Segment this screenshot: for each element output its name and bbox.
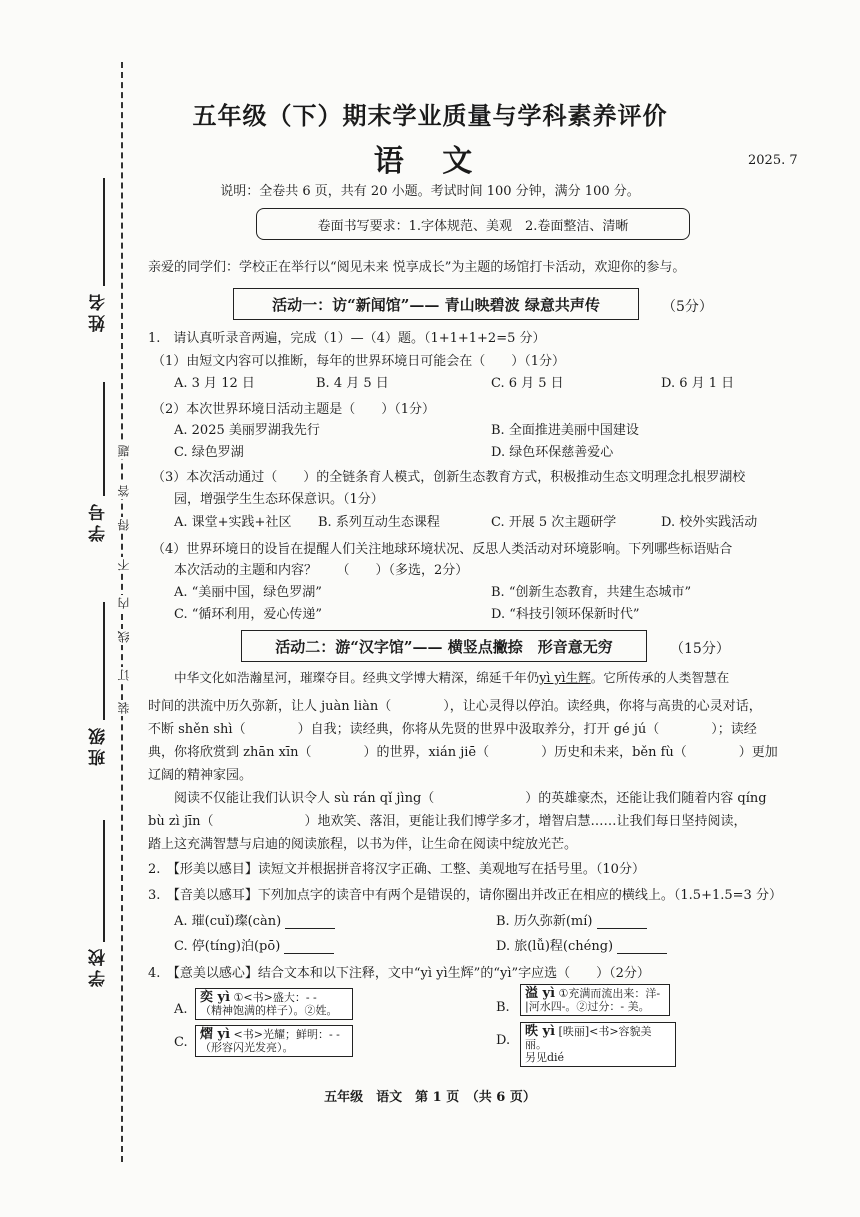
passage-text: 中华文化如浩瀚星河，璀璨夺目。经典文学博大精深，绵延千年仍 xyxy=(174,670,540,685)
dict-line: ①<书>盛大：- - xyxy=(233,991,317,1004)
q4-option-letter: A. xyxy=(174,1002,188,1017)
page-footer: 五年级 语文 第 1 页 （共 6 页） xyxy=(324,1090,536,1105)
school-label: 学校 xyxy=(89,945,109,987)
passage-line: 辽阔的精神家园。 xyxy=(148,768,253,783)
option: B. “创新生态教育，共建生态城市” xyxy=(491,585,692,600)
question-1-4-cont: 本次活动的主题和内容？ （ ）（多选，2分） xyxy=(174,563,469,578)
passage-line: 典，你将欣赏到 zhān xīn（ ）的世界，xián jiē（ ）历史和未来，běn fù（ ）更加 xyxy=(148,745,778,760)
q3-option xyxy=(174,935,334,954)
seal-char: 得 xyxy=(117,519,131,531)
q4-option-d-box xyxy=(520,1022,676,1067)
activity2-title-box xyxy=(241,630,647,662)
subject-title: 语 文 xyxy=(373,144,487,179)
question-2: 2. 【形美以感目】读短文并根据拼音将汉字正确、工整、美观地写在括号里。（10分） xyxy=(148,862,645,877)
passage-text: 。它所传承的人类智慧在 xyxy=(590,670,730,685)
passage-line: 阅读不仅能让我们认识令人 sù rán qǐ jìng（ ）的英雄豪杰，还能让我们随着内容 qíng xyxy=(174,791,767,806)
dict-line: （形容闪光发亮）。 xyxy=(200,1041,294,1054)
option: C. 6 月 5 日 xyxy=(491,376,564,391)
q4-option-letter: D. xyxy=(496,1033,511,1048)
passage-paragraph-1 xyxy=(148,666,813,689)
q4-option-c-box xyxy=(195,1025,353,1057)
seal-char: 不 xyxy=(117,559,131,571)
option: A. 课堂+实践+社区 xyxy=(174,515,292,530)
question-1-1: （1）由短文内容可以推断，每年的世界环境日可能会在（ ）（1分） xyxy=(152,354,566,369)
question-1-3: （3）本次活动通过（ ）的全链条育人模式，创新生态教育方式，积极推动生态文明理念扎根罗湖校 xyxy=(152,470,746,485)
exam-date: 2025. 7 xyxy=(748,153,798,168)
q3-option-text: C. 停(tíng)泊(pō) xyxy=(174,939,281,954)
q4-option-letter: B. xyxy=(496,1000,510,1015)
answer-blank[interactable] xyxy=(285,916,335,929)
q3-option-text: A. 璀(cuǐ)璨(càn) xyxy=(174,914,282,929)
question-4: 4. 【意美以感心】结合文本和以下注释，文中“yì yì生辉”的“yì”字应选（ ）（2分） xyxy=(148,966,650,981)
option: C. 绿色罗湖 xyxy=(174,445,244,460)
q3-option xyxy=(174,910,335,929)
option: B. 全面推进美丽中国建设 xyxy=(491,423,639,438)
dict-line: [昳丽]<书>容貌美丽。 xyxy=(525,1025,652,1051)
option: A. 2025 美丽罗湖我先行 xyxy=(174,423,320,438)
q4-option-letter: C. xyxy=(174,1035,188,1050)
option: C. 开展 5 次主题研学 xyxy=(491,515,617,530)
option: B. 4 月 5 日 xyxy=(316,376,389,391)
seal-char: 装 xyxy=(117,702,131,714)
option: D. 6 月 1 日 xyxy=(661,376,735,391)
dict-headword: 昳 yì xyxy=(525,1024,556,1039)
class-line xyxy=(103,602,105,720)
writing-requirement-box xyxy=(256,208,690,240)
answer-blank[interactable] xyxy=(617,941,667,954)
q3-option xyxy=(496,910,647,929)
dict-line: （精神饱满的样子）。②姓。 xyxy=(200,1004,338,1017)
seal-char: 订 xyxy=(117,669,131,681)
activity2-score: （15分） xyxy=(670,641,730,657)
answer-blank[interactable] xyxy=(284,941,334,954)
question-3: 3. 【音美以感耳】下列加点字的读音中有两个是错误的，请你圈出并改正在相应的横线上。（1.5+1.5=3 分） xyxy=(148,888,782,903)
seal-char: 题 xyxy=(117,445,131,457)
dict-headword: 溢 yì xyxy=(525,986,556,1001)
seal-char: 内 xyxy=(117,597,131,609)
exam-title: 五年级（下）期末学业质量与学科素养评价 xyxy=(192,101,668,130)
intro-text: 亲爱的同学们：学校正在举行以“阅见未来 悦享成长”为主题的场馆打卡活动，欢迎你的参与。 xyxy=(148,260,686,275)
q3-option-text: B. 历久弥新(mí) xyxy=(496,914,593,929)
seal-char: 线 xyxy=(117,631,131,643)
number-line xyxy=(103,382,105,496)
dict-headword: 熠 yì xyxy=(200,1027,231,1042)
question-1-2: （2）本次世界环境日活动主题是（ ）（1分） xyxy=(152,402,436,417)
activity2-title: 活动二：游“汉字馆”—— 横竖点撇捺 形音意无穷 xyxy=(275,637,613,656)
answer-blank[interactable] xyxy=(597,916,647,929)
writing-requirement: 卷面书写要求：1.字体规范、美观 2.卷面整洁、清晰 xyxy=(317,218,629,234)
activity1-title-box xyxy=(233,288,639,320)
option: D. 绿色环保慈善爱心 xyxy=(491,445,614,460)
passage-line: 时间的洪流中历久弥新，让人 juàn liàn（ ），让心灵得以停泊。读经典，你将与高贵的心灵对话， xyxy=(148,699,762,714)
question-1-4: （4）世界环境日的设旨在提醒人们关注地球环境状况、反思人类活动对环境影响。下列哪些标语贴合 xyxy=(152,542,733,557)
dict-headword: 奕 yì xyxy=(200,990,231,1005)
q4-option-b-box xyxy=(520,984,670,1016)
seal-char: 答 xyxy=(117,485,131,497)
question-1-3-cont: 园，增强学生生态环保意识。（1分） xyxy=(174,492,384,507)
q4-option-a-box xyxy=(195,988,353,1020)
passage-line: 踏上这充满智慧与启迪的阅读旅程，以书为伴，让生命在阅读中绽放光芒。 xyxy=(148,837,578,852)
option: B. 系列互动生态课程 xyxy=(318,515,440,530)
dict-line: 另见dié xyxy=(525,1051,565,1064)
number-label: 学号 xyxy=(89,500,109,542)
option: C. “循环利用，爱心传递” xyxy=(174,607,323,622)
option: A. “美丽中国，绿色罗湖” xyxy=(174,585,322,600)
option: A. 3 月 12 日 xyxy=(174,376,255,391)
school-line xyxy=(103,820,105,942)
dict-line: <书>光耀；鲜明：- - xyxy=(233,1028,340,1041)
q3-option xyxy=(496,935,667,954)
dict-line: ①充满而流出来：洋- xyxy=(558,987,661,1000)
passage-line: bù zì jīn（ ）地欢笑、落泪，更能让我们博学多才，增智启慧……让我们每日坚持阅读， xyxy=(148,814,747,829)
option: D. 校外实践活动 xyxy=(661,515,758,530)
passage-pinyin-underlined: yì yì生辉 xyxy=(539,670,591,685)
passage-line: 不断 shěn shì（ ）自我；读经典，你将从先贤的世界中汲取养分，打开 gé jú（ ）；读经 xyxy=(148,722,757,737)
dict-line: |河水四-。②过分：- 美。 xyxy=(525,1000,650,1013)
binding-dashed-line xyxy=(121,62,123,1162)
activity1-title: 活动一：访“新闻馆”—— 青山映碧波 绿意共声传 xyxy=(272,295,600,314)
question-1: 1. 请认真听录音两遍，完成（1）—（4）题。（1+1+1+2=5 分） xyxy=(148,331,546,346)
class-label: 班级 xyxy=(89,724,109,766)
option: D. “科技引领环保新时代” xyxy=(491,607,640,622)
name-label: 姓名 xyxy=(89,290,109,332)
activity1-score: （5分） xyxy=(662,299,713,315)
q3-option-text: D. 旅(lǚ)程(chéng) xyxy=(496,939,614,954)
exam-note: 说明：全卷共 6 页，共有 20 小题。考试时间 100 分钟，满分 100 分。 xyxy=(220,184,640,199)
